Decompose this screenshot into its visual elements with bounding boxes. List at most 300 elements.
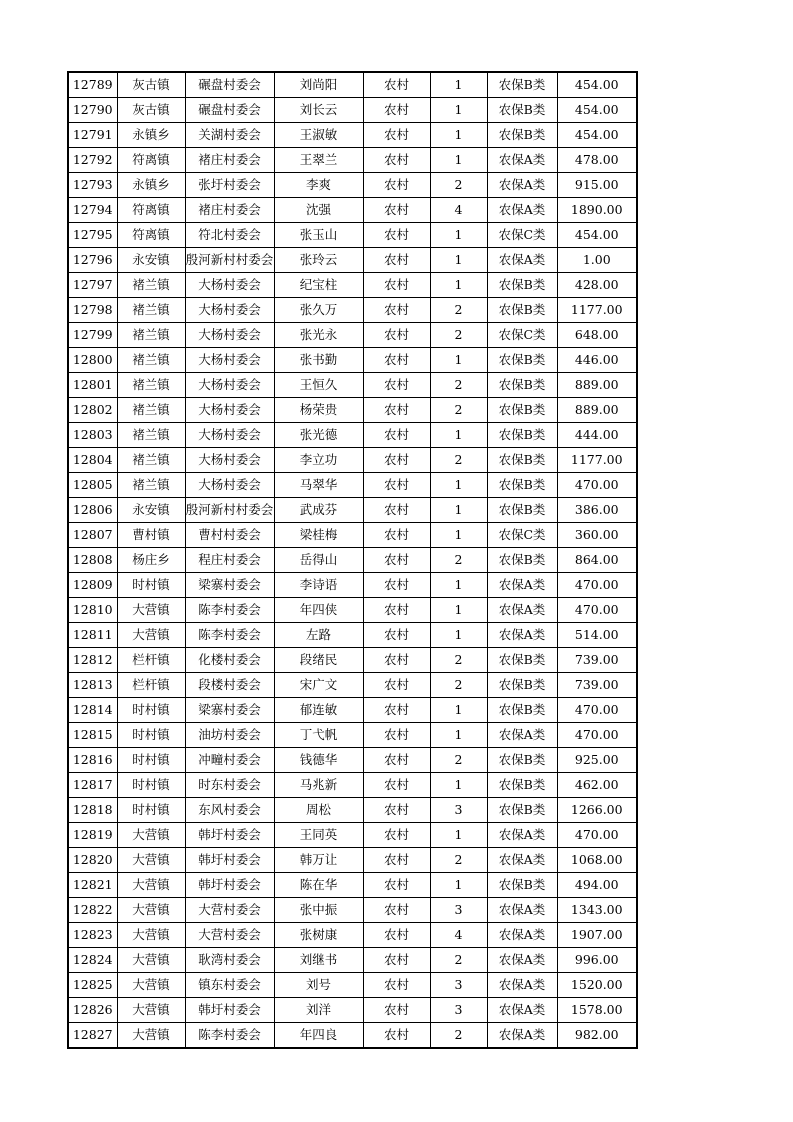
table-row bbox=[68, 523, 637, 548]
insurance-category-cell: 农保B类 bbox=[487, 448, 557, 473]
town-cell: 永镇乡 bbox=[117, 123, 185, 148]
table-row bbox=[68, 998, 637, 1023]
amount-cell: 648.00 bbox=[557, 323, 637, 348]
village-committee-cell: 时东村委会 bbox=[185, 773, 274, 798]
table-row bbox=[68, 948, 637, 973]
household-type-cell: 农村 bbox=[363, 148, 430, 173]
village-committee-cell: 化楼村委会 bbox=[185, 648, 274, 673]
insurance-category-cell: 农保A类 bbox=[487, 723, 557, 748]
household-type-cell: 农村 bbox=[363, 673, 430, 698]
village-committee-cell: 冲疃村委会 bbox=[185, 748, 274, 773]
people-count-cell: 1 bbox=[430, 523, 487, 548]
village-committee-cell: 褚庄村委会 bbox=[185, 148, 274, 173]
people-count-cell: 1 bbox=[430, 498, 487, 523]
amount-cell: 739.00 bbox=[557, 673, 637, 698]
people-count-cell: 1 bbox=[430, 698, 487, 723]
amount-cell: 386.00 bbox=[557, 498, 637, 523]
people-count-cell: 1 bbox=[430, 823, 487, 848]
amount-cell: 915.00 bbox=[557, 173, 637, 198]
record-number-cell: 12809 bbox=[68, 573, 117, 598]
record-number-cell: 12802 bbox=[68, 398, 117, 423]
town-cell: 栏杆镇 bbox=[117, 648, 185, 673]
record-number-cell: 12799 bbox=[68, 323, 117, 348]
record-number-cell: 12820 bbox=[68, 848, 117, 873]
people-count-cell: 2 bbox=[430, 173, 487, 198]
household-type-cell: 农村 bbox=[363, 548, 430, 573]
household-type-cell: 农村 bbox=[363, 123, 430, 148]
amount-cell: 1177.00 bbox=[557, 448, 637, 473]
household-type-cell: 农村 bbox=[363, 623, 430, 648]
town-cell: 永安镇 bbox=[117, 248, 185, 273]
name-cell: 张玉山 bbox=[274, 223, 363, 248]
town-cell: 永镇乡 bbox=[117, 173, 185, 198]
amount-cell: 454.00 bbox=[557, 223, 637, 248]
amount-cell: 454.00 bbox=[557, 72, 637, 98]
town-cell: 褚兰镇 bbox=[117, 273, 185, 298]
household-type-cell: 农村 bbox=[363, 273, 430, 298]
insurance-category-cell: 农保B类 bbox=[487, 398, 557, 423]
amount-cell: 1177.00 bbox=[557, 298, 637, 323]
table-row bbox=[68, 723, 637, 748]
record-number-cell: 12813 bbox=[68, 673, 117, 698]
amount-cell: 454.00 bbox=[557, 98, 637, 123]
name-cell: 李诗语 bbox=[274, 573, 363, 598]
insurance-category-cell: 农保A类 bbox=[487, 923, 557, 948]
record-number-cell: 12796 bbox=[68, 248, 117, 273]
town-cell: 符离镇 bbox=[117, 198, 185, 223]
amount-cell: 889.00 bbox=[557, 398, 637, 423]
amount-cell: 470.00 bbox=[557, 573, 637, 598]
table-row bbox=[68, 323, 637, 348]
record-number-cell: 12792 bbox=[68, 148, 117, 173]
people-count-cell: 2 bbox=[430, 373, 487, 398]
table-row bbox=[68, 448, 637, 473]
insurance-category-cell: 农保A类 bbox=[487, 248, 557, 273]
name-cell: 郁连敏 bbox=[274, 698, 363, 723]
record-number-cell: 12827 bbox=[68, 1023, 117, 1049]
household-type-cell: 农村 bbox=[363, 973, 430, 998]
name-cell: 纪宝柱 bbox=[274, 273, 363, 298]
insurance-category-cell: 农保B类 bbox=[487, 748, 557, 773]
amount-cell: 470.00 bbox=[557, 698, 637, 723]
record-number-cell: 12815 bbox=[68, 723, 117, 748]
amount-cell: 360.00 bbox=[557, 523, 637, 548]
town-cell: 杨庄乡 bbox=[117, 548, 185, 573]
town-cell: 大营镇 bbox=[117, 898, 185, 923]
household-type-cell: 农村 bbox=[363, 573, 430, 598]
village-committee-cell: 大杨村委会 bbox=[185, 348, 274, 373]
village-committee-cell: 大营村委会 bbox=[185, 898, 274, 923]
insurance-category-cell: 农保A类 bbox=[487, 973, 557, 998]
amount-cell: 982.00 bbox=[557, 1023, 637, 1049]
table-row bbox=[68, 398, 637, 423]
allowance-table bbox=[67, 71, 638, 1049]
table-row bbox=[68, 98, 637, 123]
household-type-cell: 农村 bbox=[363, 848, 430, 873]
town-cell: 大营镇 bbox=[117, 598, 185, 623]
village-committee-cell: 油坊村委会 bbox=[185, 723, 274, 748]
record-number-cell: 12821 bbox=[68, 873, 117, 898]
town-cell: 大营镇 bbox=[117, 1023, 185, 1049]
town-cell: 时村镇 bbox=[117, 773, 185, 798]
household-type-cell: 农村 bbox=[363, 72, 430, 98]
insurance-category-cell: 农保A类 bbox=[487, 198, 557, 223]
amount-cell: 996.00 bbox=[557, 948, 637, 973]
household-type-cell: 农村 bbox=[363, 323, 430, 348]
people-count-cell: 2 bbox=[430, 298, 487, 323]
insurance-category-cell: 农保B类 bbox=[487, 72, 557, 98]
table-row bbox=[68, 173, 637, 198]
household-type-cell: 农村 bbox=[363, 598, 430, 623]
household-type-cell: 农村 bbox=[363, 1023, 430, 1049]
name-cell: 张久万 bbox=[274, 298, 363, 323]
record-number-cell: 12822 bbox=[68, 898, 117, 923]
name-cell: 刘洋 bbox=[274, 998, 363, 1023]
town-cell: 大营镇 bbox=[117, 623, 185, 648]
town-cell: 褚兰镇 bbox=[117, 298, 185, 323]
name-cell: 韩万让 bbox=[274, 848, 363, 873]
town-cell: 永安镇 bbox=[117, 498, 185, 523]
household-type-cell: 农村 bbox=[363, 398, 430, 423]
household-type-cell: 农村 bbox=[363, 198, 430, 223]
record-number-cell: 12816 bbox=[68, 748, 117, 773]
table-body bbox=[68, 72, 637, 1048]
town-cell: 大营镇 bbox=[117, 923, 185, 948]
record-number-cell: 12794 bbox=[68, 198, 117, 223]
people-count-cell: 2 bbox=[430, 448, 487, 473]
people-count-cell: 2 bbox=[430, 398, 487, 423]
village-committee-cell: 大杨村委会 bbox=[185, 373, 274, 398]
table-row bbox=[68, 198, 637, 223]
name-cell: 王同英 bbox=[274, 823, 363, 848]
village-committee-cell: 大杨村委会 bbox=[185, 298, 274, 323]
table-row bbox=[68, 823, 637, 848]
amount-cell: 1068.00 bbox=[557, 848, 637, 873]
people-count-cell: 2 bbox=[430, 548, 487, 573]
table-row bbox=[68, 898, 637, 923]
people-count-cell: 4 bbox=[430, 923, 487, 948]
village-committee-cell: 大杨村委会 bbox=[185, 473, 274, 498]
table-row bbox=[68, 923, 637, 948]
record-number-cell: 12819 bbox=[68, 823, 117, 848]
name-cell: 王淑敏 bbox=[274, 123, 363, 148]
amount-cell: 454.00 bbox=[557, 123, 637, 148]
insurance-category-cell: 农保B类 bbox=[487, 473, 557, 498]
table-row bbox=[68, 298, 637, 323]
record-number-cell: 12817 bbox=[68, 773, 117, 798]
name-cell: 沈强 bbox=[274, 198, 363, 223]
people-count-cell: 3 bbox=[430, 998, 487, 1023]
amount-cell: 1343.00 bbox=[557, 898, 637, 923]
table-row bbox=[68, 123, 637, 148]
table-row bbox=[68, 1023, 637, 1049]
insurance-category-cell: 农保B类 bbox=[487, 423, 557, 448]
town-cell: 时村镇 bbox=[117, 723, 185, 748]
village-committee-cell: 韩圩村委会 bbox=[185, 848, 274, 873]
people-count-cell: 2 bbox=[430, 948, 487, 973]
people-count-cell: 1 bbox=[430, 573, 487, 598]
name-cell: 岳得山 bbox=[274, 548, 363, 573]
people-count-cell: 3 bbox=[430, 798, 487, 823]
insurance-category-cell: 农保B类 bbox=[487, 798, 557, 823]
amount-cell: 514.00 bbox=[557, 623, 637, 648]
record-number-cell: 12824 bbox=[68, 948, 117, 973]
people-count-cell: 2 bbox=[430, 673, 487, 698]
amount-cell: 889.00 bbox=[557, 373, 637, 398]
people-count-cell: 3 bbox=[430, 898, 487, 923]
people-count-cell: 2 bbox=[430, 323, 487, 348]
village-committee-cell: 韩圩村委会 bbox=[185, 998, 274, 1023]
household-type-cell: 农村 bbox=[363, 173, 430, 198]
name-cell: 李爽 bbox=[274, 173, 363, 198]
table-row bbox=[68, 273, 637, 298]
village-committee-cell: 张圩村委会 bbox=[185, 173, 274, 198]
insurance-category-cell: 农保B类 bbox=[487, 873, 557, 898]
table-row bbox=[68, 148, 637, 173]
amount-cell: 1578.00 bbox=[557, 998, 637, 1023]
insurance-category-cell: 农保B类 bbox=[487, 273, 557, 298]
household-type-cell: 农村 bbox=[363, 498, 430, 523]
insurance-category-cell: 农保A类 bbox=[487, 623, 557, 648]
name-cell: 左路 bbox=[274, 623, 363, 648]
town-cell: 灰古镇 bbox=[117, 98, 185, 123]
people-count-cell: 1 bbox=[430, 72, 487, 98]
record-number-cell: 12797 bbox=[68, 273, 117, 298]
name-cell: 武成芬 bbox=[274, 498, 363, 523]
town-cell: 曹村镇 bbox=[117, 523, 185, 548]
household-type-cell: 农村 bbox=[363, 798, 430, 823]
record-number-cell: 12795 bbox=[68, 223, 117, 248]
table-row bbox=[68, 873, 637, 898]
people-count-cell: 2 bbox=[430, 748, 487, 773]
people-count-cell: 1 bbox=[430, 148, 487, 173]
amount-cell: 470.00 bbox=[557, 473, 637, 498]
record-number-cell: 12798 bbox=[68, 298, 117, 323]
household-type-cell: 农村 bbox=[363, 898, 430, 923]
village-committee-cell: 符北村委会 bbox=[185, 223, 274, 248]
village-committee-cell: 耿湾村委会 bbox=[185, 948, 274, 973]
insurance-category-cell: 农保A类 bbox=[487, 598, 557, 623]
record-number-cell: 12825 bbox=[68, 973, 117, 998]
name-cell: 钱德华 bbox=[274, 748, 363, 773]
insurance-category-cell: 农保A类 bbox=[487, 573, 557, 598]
people-count-cell: 1 bbox=[430, 773, 487, 798]
table-row bbox=[68, 373, 637, 398]
amount-cell: 470.00 bbox=[557, 823, 637, 848]
household-type-cell: 农村 bbox=[363, 948, 430, 973]
town-cell: 时村镇 bbox=[117, 573, 185, 598]
town-cell: 大营镇 bbox=[117, 998, 185, 1023]
household-type-cell: 农村 bbox=[363, 998, 430, 1023]
household-type-cell: 农村 bbox=[363, 748, 430, 773]
amount-cell: 470.00 bbox=[557, 598, 637, 623]
village-committee-cell: 陈李村委会 bbox=[185, 598, 274, 623]
household-type-cell: 农村 bbox=[363, 473, 430, 498]
village-committee-cell: 曹村村委会 bbox=[185, 523, 274, 548]
household-type-cell: 农村 bbox=[363, 698, 430, 723]
town-cell: 时村镇 bbox=[117, 748, 185, 773]
amount-cell: 1266.00 bbox=[557, 798, 637, 823]
people-count-cell: 2 bbox=[430, 1023, 487, 1049]
record-number-cell: 12812 bbox=[68, 648, 117, 673]
record-number-cell: 12801 bbox=[68, 373, 117, 398]
town-cell: 符离镇 bbox=[117, 223, 185, 248]
table-row bbox=[68, 348, 637, 373]
amount-cell: 1.00 bbox=[557, 248, 637, 273]
record-number-cell: 12804 bbox=[68, 448, 117, 473]
table-row bbox=[68, 248, 637, 273]
people-count-cell: 3 bbox=[430, 973, 487, 998]
village-committee-cell: 大杨村委会 bbox=[185, 423, 274, 448]
insurance-category-cell: 农保A类 bbox=[487, 823, 557, 848]
insurance-category-cell: 农保A类 bbox=[487, 998, 557, 1023]
name-cell: 刘继书 bbox=[274, 948, 363, 973]
town-cell: 褚兰镇 bbox=[117, 398, 185, 423]
insurance-category-cell: 农保B类 bbox=[487, 673, 557, 698]
table-row bbox=[68, 423, 637, 448]
table-row bbox=[68, 973, 637, 998]
name-cell: 刘尚阳 bbox=[274, 72, 363, 98]
village-committee-cell: 碾盘村委会 bbox=[185, 98, 274, 123]
people-count-cell: 1 bbox=[430, 348, 487, 373]
village-committee-cell: 陈李村委会 bbox=[185, 623, 274, 648]
amount-cell: 462.00 bbox=[557, 773, 637, 798]
town-cell: 大营镇 bbox=[117, 948, 185, 973]
table-row bbox=[68, 848, 637, 873]
people-count-cell: 1 bbox=[430, 223, 487, 248]
insurance-category-cell: 农保C类 bbox=[487, 323, 557, 348]
people-count-cell: 1 bbox=[430, 873, 487, 898]
household-type-cell: 农村 bbox=[363, 448, 430, 473]
town-cell: 大营镇 bbox=[117, 873, 185, 898]
insurance-category-cell: 农保A类 bbox=[487, 148, 557, 173]
village-committee-cell: 殷河新村村委会 bbox=[185, 248, 274, 273]
household-type-cell: 农村 bbox=[363, 823, 430, 848]
amount-cell: 925.00 bbox=[557, 748, 637, 773]
insurance-category-cell: 农保B类 bbox=[487, 648, 557, 673]
name-cell: 杨荣贵 bbox=[274, 398, 363, 423]
name-cell: 陈在华 bbox=[274, 873, 363, 898]
insurance-category-cell: 农保A类 bbox=[487, 173, 557, 198]
table-row bbox=[68, 473, 637, 498]
name-cell: 张玲云 bbox=[274, 248, 363, 273]
town-cell: 褚兰镇 bbox=[117, 473, 185, 498]
household-type-cell: 农村 bbox=[363, 298, 430, 323]
town-cell: 大营镇 bbox=[117, 848, 185, 873]
household-type-cell: 农村 bbox=[363, 348, 430, 373]
name-cell: 丁弋帆 bbox=[274, 723, 363, 748]
insurance-category-cell: 农保C类 bbox=[487, 523, 557, 548]
amount-cell: 864.00 bbox=[557, 548, 637, 573]
village-committee-cell: 程庄村委会 bbox=[185, 548, 274, 573]
table-row bbox=[68, 573, 637, 598]
name-cell: 段绪民 bbox=[274, 648, 363, 673]
record-number-cell: 12789 bbox=[68, 72, 117, 98]
name-cell: 张中振 bbox=[274, 898, 363, 923]
amount-cell: 446.00 bbox=[557, 348, 637, 373]
insurance-category-cell: 农保B类 bbox=[487, 548, 557, 573]
table-row bbox=[68, 773, 637, 798]
name-cell: 张树康 bbox=[274, 923, 363, 948]
household-type-cell: 农村 bbox=[363, 248, 430, 273]
village-committee-cell: 段楼村委会 bbox=[185, 673, 274, 698]
people-count-cell: 1 bbox=[430, 623, 487, 648]
people-count-cell: 4 bbox=[430, 198, 487, 223]
record-number-cell: 12791 bbox=[68, 123, 117, 148]
table-row bbox=[68, 223, 637, 248]
name-cell: 王恒久 bbox=[274, 373, 363, 398]
village-committee-cell: 大杨村委会 bbox=[185, 398, 274, 423]
people-count-cell: 1 bbox=[430, 723, 487, 748]
village-committee-cell: 东风村委会 bbox=[185, 798, 274, 823]
household-type-cell: 农村 bbox=[363, 423, 430, 448]
people-count-cell: 2 bbox=[430, 848, 487, 873]
town-cell: 褚兰镇 bbox=[117, 448, 185, 473]
village-committee-cell: 碾盘村委会 bbox=[185, 72, 274, 98]
town-cell: 栏杆镇 bbox=[117, 673, 185, 698]
insurance-category-cell: 农保B类 bbox=[487, 773, 557, 798]
village-committee-cell: 大杨村委会 bbox=[185, 323, 274, 348]
record-number-cell: 12814 bbox=[68, 698, 117, 723]
village-committee-cell: 大杨村委会 bbox=[185, 448, 274, 473]
table-row bbox=[68, 72, 637, 98]
name-cell: 年四侠 bbox=[274, 598, 363, 623]
name-cell: 刘长云 bbox=[274, 98, 363, 123]
amount-cell: 428.00 bbox=[557, 273, 637, 298]
people-count-cell: 1 bbox=[430, 473, 487, 498]
amount-cell: 1520.00 bbox=[557, 973, 637, 998]
record-number-cell: 12807 bbox=[68, 523, 117, 548]
name-cell: 周松 bbox=[274, 798, 363, 823]
village-committee-cell: 韩圩村委会 bbox=[185, 873, 274, 898]
table-row bbox=[68, 648, 637, 673]
village-committee-cell: 殷河新村村委会 bbox=[185, 498, 274, 523]
name-cell: 王翠兰 bbox=[274, 148, 363, 173]
insurance-category-cell: 农保B类 bbox=[487, 698, 557, 723]
people-count-cell: 2 bbox=[430, 648, 487, 673]
household-type-cell: 农村 bbox=[363, 648, 430, 673]
name-cell: 刘号 bbox=[274, 973, 363, 998]
town-cell: 时村镇 bbox=[117, 698, 185, 723]
amount-cell: 1907.00 bbox=[557, 923, 637, 948]
record-number-cell: 12803 bbox=[68, 423, 117, 448]
people-count-cell: 1 bbox=[430, 598, 487, 623]
people-count-cell: 1 bbox=[430, 123, 487, 148]
insurance-category-cell: 农保A类 bbox=[487, 848, 557, 873]
people-count-cell: 1 bbox=[430, 423, 487, 448]
insurance-category-cell: 农保A类 bbox=[487, 1023, 557, 1049]
insurance-category-cell: 农保B类 bbox=[487, 373, 557, 398]
record-number-cell: 12793 bbox=[68, 173, 117, 198]
record-number-cell: 12808 bbox=[68, 548, 117, 573]
record-number-cell: 12823 bbox=[68, 923, 117, 948]
name-cell: 张书勤 bbox=[274, 348, 363, 373]
table-row bbox=[68, 623, 637, 648]
table-row bbox=[68, 798, 637, 823]
insurance-category-cell: 农保A类 bbox=[487, 898, 557, 923]
household-type-cell: 农村 bbox=[363, 373, 430, 398]
town-cell: 褚兰镇 bbox=[117, 348, 185, 373]
name-cell: 马兆新 bbox=[274, 773, 363, 798]
table-row bbox=[68, 748, 637, 773]
amount-cell: 470.00 bbox=[557, 723, 637, 748]
insurance-category-cell: 农保C类 bbox=[487, 223, 557, 248]
record-number-cell: 12790 bbox=[68, 98, 117, 123]
amount-cell: 494.00 bbox=[557, 873, 637, 898]
village-committee-cell: 褚庄村委会 bbox=[185, 198, 274, 223]
name-cell: 宋广文 bbox=[274, 673, 363, 698]
name-cell: 梁桂梅 bbox=[274, 523, 363, 548]
